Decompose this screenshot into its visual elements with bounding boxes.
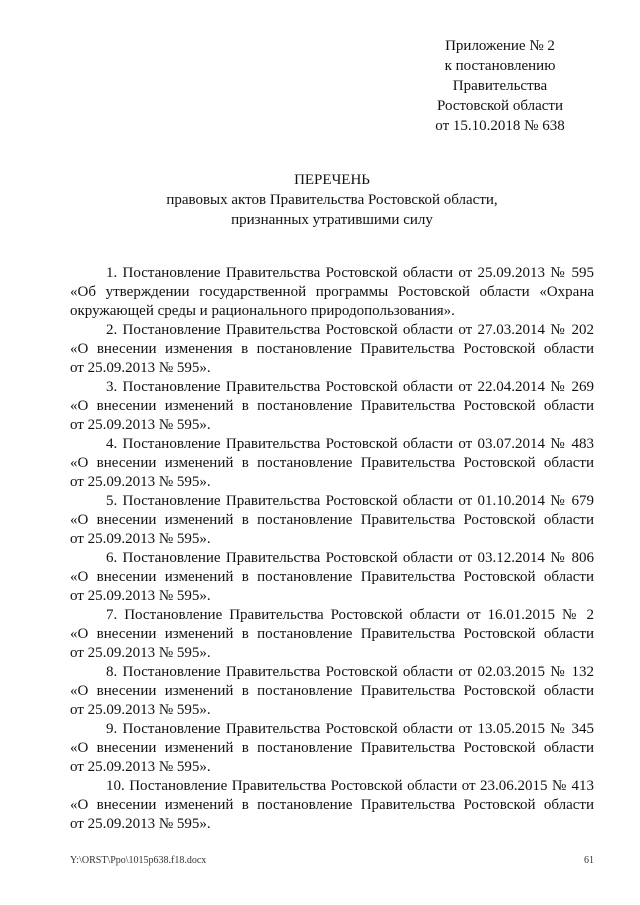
list-item	[70, 663, 594, 720]
document-title	[70, 170, 594, 230]
list-item	[70, 492, 594, 549]
item-line: 8. Постановление Правительства Ростовской области от 02.03.2015 № 132	[106, 664, 594, 680]
list-item	[70, 321, 594, 378]
list-item	[70, 777, 594, 834]
title-heading: ПЕРЕЧЕНЬ	[294, 172, 370, 188]
item-line: 3. Постановление Правительства Ростовской области от 22.04.2014 № 269	[106, 379, 594, 395]
item-line: «О внесении изменений в постановление Правительства Ростовской области	[70, 455, 594, 471]
item-line: 7. Постановление Правительства Ростовской области от 16.01.2015 № 2	[106, 607, 594, 623]
item-line: от 25.09.2013 № 595».	[70, 645, 211, 661]
list-item	[70, 378, 594, 435]
list-item	[70, 720, 594, 777]
item-line: «О внесении изменений в постановление Правительства Ростовской области	[70, 740, 594, 756]
item-line: окружающей среды и рационального природопользования».	[70, 303, 455, 319]
item-line: «О внесении изменений в постановление Правительства Ростовской области	[70, 797, 594, 813]
page-number: 61	[584, 855, 594, 866]
item-line: 4. Постановление Правительства Ростовской области от 03.07.2014 № 483	[106, 436, 594, 452]
item-line: «О внесении изменений в постановление Правительства Ростовской области	[70, 683, 594, 699]
appendix-line: Ростовской области	[437, 98, 563, 114]
item-line: «О внесении изменений в постановление Правительства Ростовской области	[70, 398, 594, 414]
item-line: от 25.09.2013 № 595».	[70, 759, 211, 775]
item-line: 10. Постановление Правительства Ростовской области от 23.06.2015 № 413	[106, 778, 594, 794]
item-line: 1. Постановление Правительства Ростовской области от 25.09.2013 № 595	[106, 265, 594, 281]
item-line: от 25.09.2013 № 595».	[70, 360, 211, 376]
item-line: 5. Постановление Правительства Ростовской области от 01.10.2014 № 679	[106, 493, 594, 509]
item-line: от 25.09.2013 № 595».	[70, 417, 211, 433]
list-item	[70, 549, 594, 606]
title-subtitle-1: правовых актов Правительства Ростовской области,	[166, 192, 498, 208]
appendix-block	[400, 36, 600, 136]
item-line: «О внесении изменений в постановление Правительства Ростовской области	[70, 626, 594, 642]
footer-file-path: Y:\ORST\Ppo\1015p638.f18.docx	[70, 855, 207, 866]
appendix-line: к постановлению	[444, 58, 556, 74]
list-item	[70, 435, 594, 492]
title-subtitle-2: признанных утратившими силу	[231, 212, 433, 228]
item-line: «О внесении изменений в постановление Правительства Ростовской области	[70, 512, 594, 528]
list-item	[70, 264, 594, 321]
list-item	[70, 606, 594, 663]
item-line: «О внесении изменения в постановление Правительства Ростовской области	[70, 341, 594, 357]
item-line: от 25.09.2013 № 595».	[70, 816, 211, 832]
appendix-line: Правительства	[452, 78, 548, 94]
appendix-line: от 15.10.2018 № 638	[435, 118, 565, 134]
item-line: «О внесении изменений в постановление Правительства Ростовской области	[70, 569, 594, 585]
item-line: 9. Постановление Правительства Ростовской области от 13.05.2015 № 345	[106, 721, 594, 737]
item-line: от 25.09.2013 № 595».	[70, 588, 211, 604]
item-line: от 25.09.2013 № 595».	[70, 531, 211, 547]
item-line: от 25.09.2013 № 595».	[70, 702, 211, 718]
item-line: «Об утверждении государственной программы Ростовской области «Охрана	[70, 284, 594, 300]
item-line: от 25.09.2013 № 595».	[70, 474, 211, 490]
item-line: 2. Постановление Правительства Ростовской области от 27.03.2014 № 202	[106, 322, 594, 338]
acts-list	[70, 264, 594, 834]
appendix-line: Приложение № 2	[445, 38, 555, 54]
item-line: 6. Постановление Правительства Ростовской области от 03.12.2014 № 806	[106, 550, 594, 566]
